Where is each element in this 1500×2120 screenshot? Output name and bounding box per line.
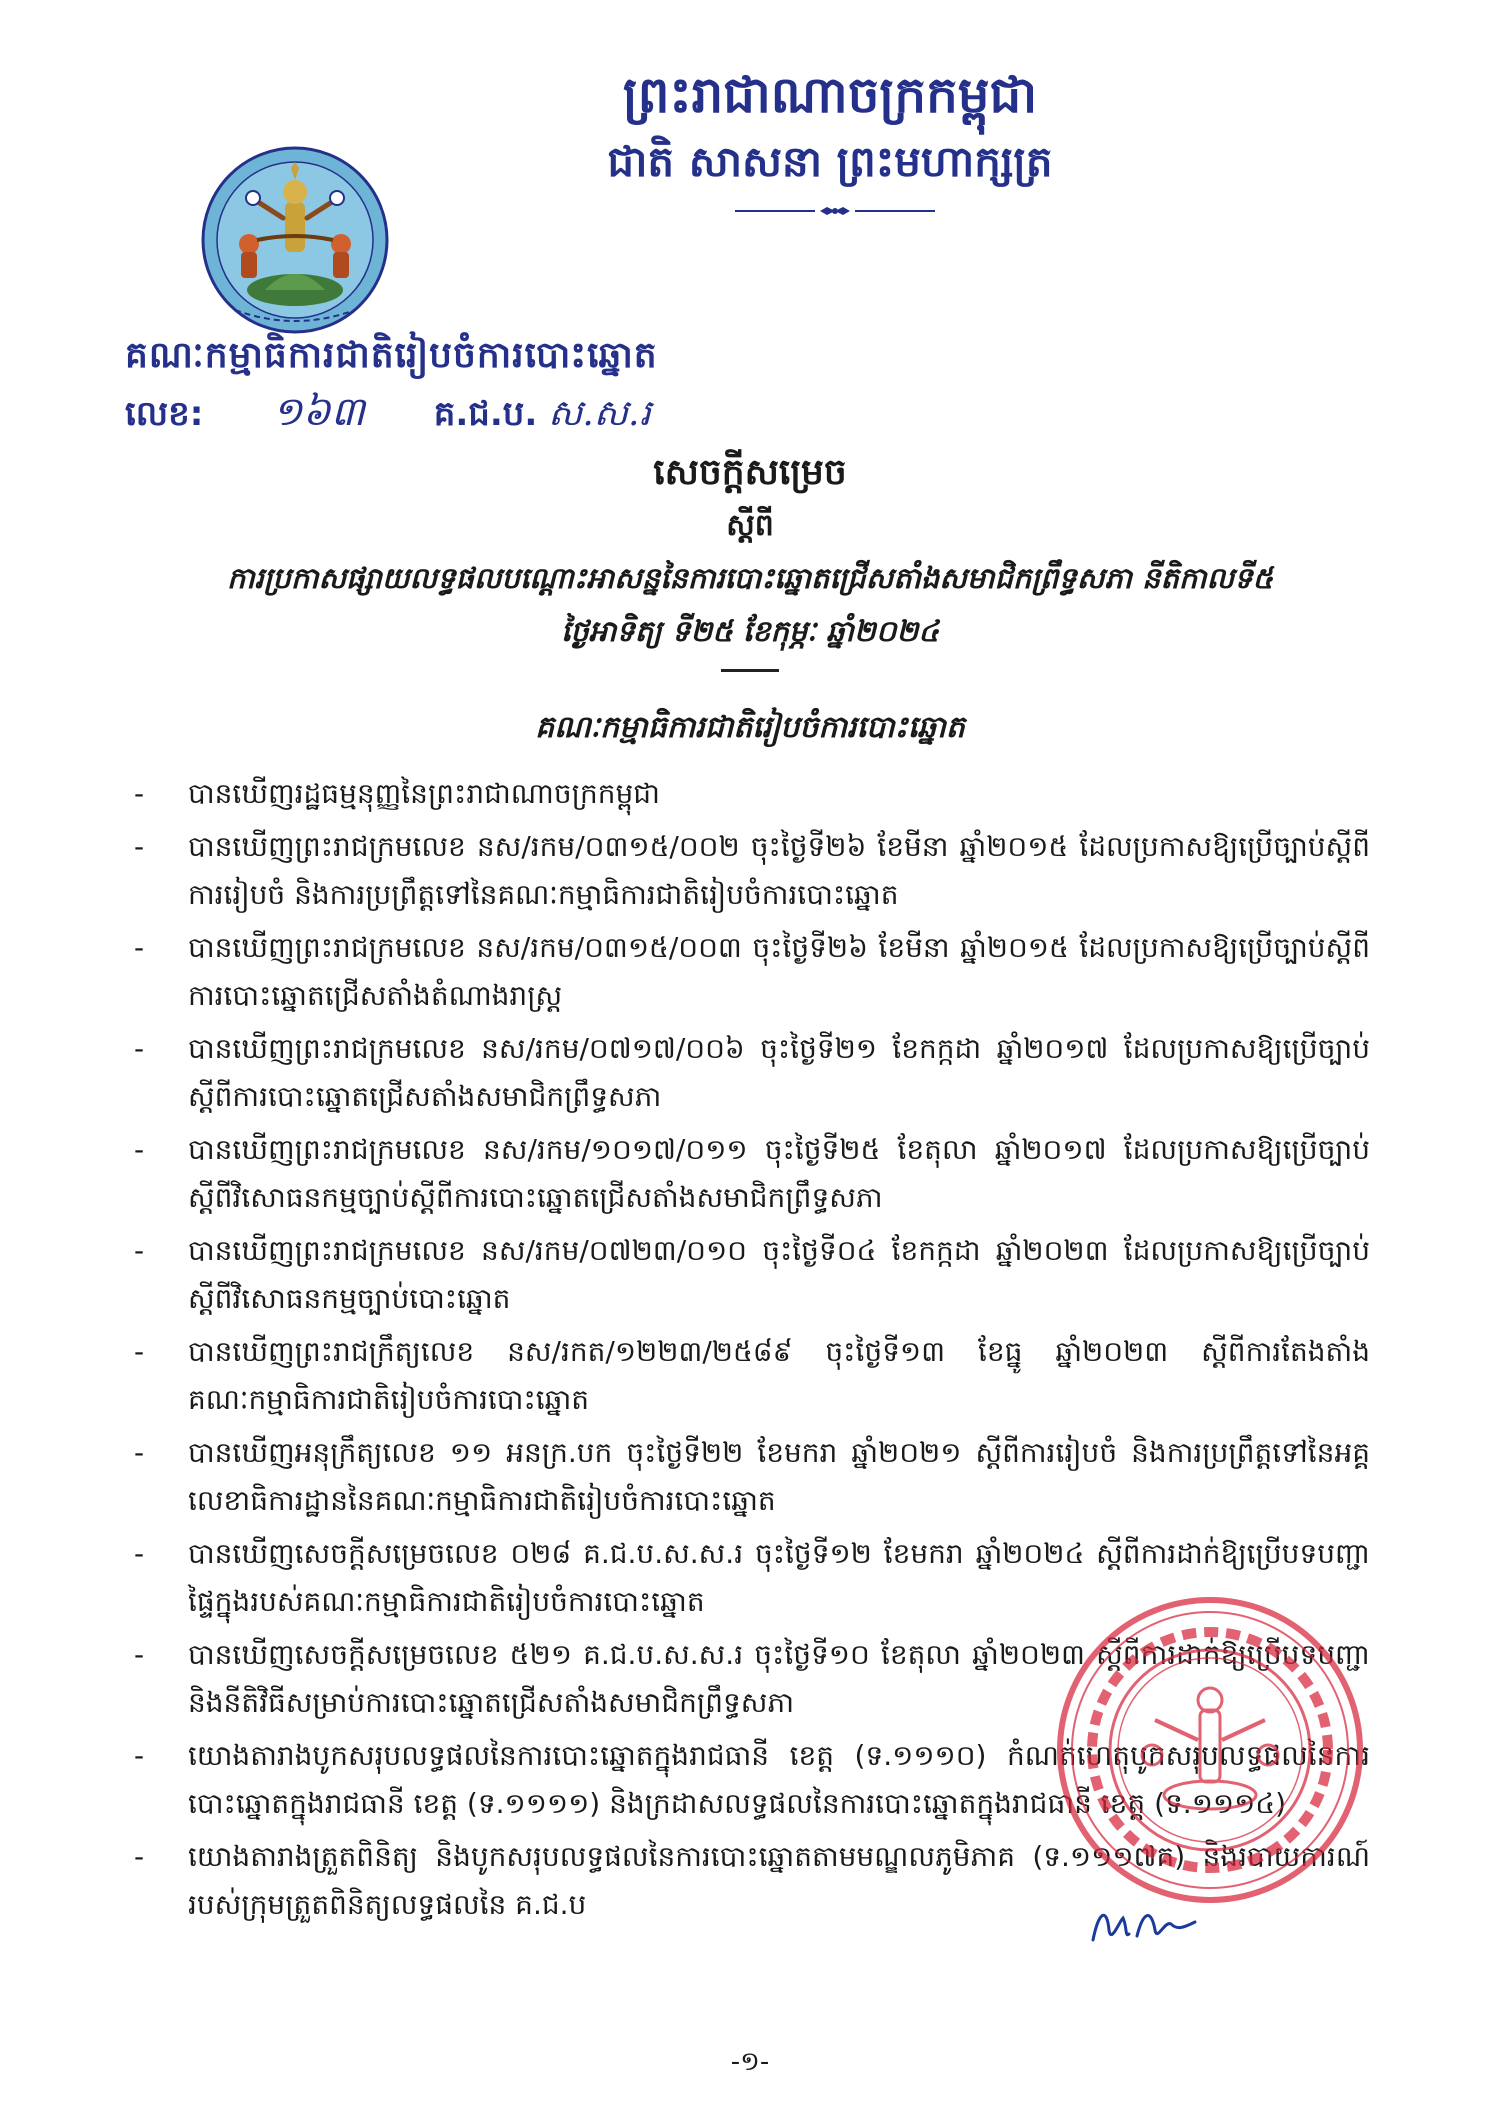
list-item-text: បានឃើញសេចក្តីសម្រេចលេខ ០២៨ គ.ជ.ប.ស.ស.រ ចុះថ្ងៃទី១២ ខែមករា ឆ្នាំ២០២៤ ស្តីពីការដាក់ឱ្យប្រើបទបញ្ជាផ្ទៃក្នុងរបស់គណៈកម្មាធិការជាតិរៀបចំការបោះឆ្នោត [188, 1537, 1370, 1618]
page-number: -១- [730, 2047, 770, 2077]
list-item-text: យោងតារាងត្រួតពិនិត្យ និងបូកសរុបលទ្ធផលនៃការបោះឆ្នោតតាមមណ្ឌលភូមិភាគ (ទ.១១១៧គ) និងរបាយការណ៍របស់ក្រុមត្រួតពិនិត្យលទ្ធផលនៃ គ.ជ.ប [188, 1840, 1370, 1921]
kingdom-motto: ជាតិ សាសនា ព្រះមហាក្សត្រ [607, 137, 1053, 186]
list-item-text: បានឃើញព្រះរាជក្រមលេខ នស/រកម/០៣១៥/០០២ ចុះថ្ងៃទី២៦ ខែមីនា ឆ្នាំ២០១៥ ដែលប្រកាសឱ្យប្រើច្បាប់ស្តីពីការរៀបចំ និងការប្រព្រឹត្តទៅនៃគណៈកម្មាធិការជាតិរៀបចំការបោះឆ្នោត [188, 830, 1370, 911]
official-seal [1050, 1590, 1370, 1910]
list-marker: - [134, 830, 145, 863]
decision-date: ថ្ងៃអាទិត្យ ទី២៥ ខែកុម្ភៈ ឆ្នាំ២០២៤ [561, 614, 939, 648]
header-ornament [735, 205, 935, 217]
list-item-text: បានឃើញព្រះរាជក្រមលេខ នស/រកម/១០១៧/០១១ ចុះថ្ងៃទី២៥ ខែតុលា ឆ្នាំ២០១៧ ដែលប្រកាសឱ្យប្រើច្បាប់ស្តីពីវិសោធនកម្មច្បាប់ស្តីពីការបោះឆ្នោតជ្រើសតាំងសមាជិកព្រឹទ្ធសភា [188, 1133, 1370, 1214]
list-marker: - [134, 1133, 145, 1166]
list-item [130, 1025, 1370, 1121]
list-item [130, 823, 1370, 919]
list-item-text: បានឃើញព្រះរាជក្រឹត្យលេខ នស/រកត/១២២៣/២៥៨៩ ចុះថ្ងៃទី១៣ ខែធ្នូ ឆ្នាំ២០២៣ ស្តីពីការតែងតាំងគណៈកម្មាធិការជាតិរៀបចំការបោះឆ្នោត [188, 1335, 1370, 1416]
list-item [130, 1328, 1370, 1424]
list-item [130, 770, 1370, 818]
reference-number: ១៦៣ [272, 389, 365, 435]
decision-title: សេចក្តីសម្រេច [653, 452, 847, 493]
list-marker: - [134, 1234, 145, 1267]
list-item [130, 1126, 1370, 1222]
list-marker: - [134, 1638, 145, 1671]
signature [1085, 1900, 1205, 1950]
list-item-text: យោងតារាងបូកសរុបលទ្ធផលនៃការបោះឆ្នោតក្នុងរាជធានី ខេត្ត (ទ.១១១០) កំណត់ហេតុបូកសរុបលទ្ធផលនៃការបោះឆ្នោតក្នុងរាជធានី ខេត្ត (ទ.១១១១) និងក្រដាសលទ្ធផលនៃការបោះឆ្នោតក្នុងរាជធានី ខេត្ត (ទ.១១១៤) [188, 1739, 1370, 1820]
list-marker: - [134, 777, 145, 810]
reference-label: លេខ: [125, 394, 204, 434]
body-heading: គណៈកម្មាធិការជាតិរៀបចំការបោះឆ្នោត [535, 710, 965, 745]
decision-subject: ការប្រកាសផ្សាយលទ្ធផលបណ្តោះអាសន្ននៃការបោះឆ្នោតជ្រើសតាំងសមាជិកព្រឹទ្ធសភា នីតិកាលទី៥ [226, 561, 1274, 595]
list-item-text: បានឃើញព្រះរាជក្រមលេខ នស/រកម/០៣១៥/០០៣ ចុះថ្ងៃទី២៦ ខែមីនា ឆ្នាំ២០១៥ ដែលប្រកាសឱ្យប្រើច្បាប់ស្តីពីការបោះឆ្នោតជ្រើសតាំងតំណាងរាស្ត្រ [188, 931, 1370, 1012]
decision-title-block [120, 445, 1380, 754]
list-item-text: បានឃើញព្រះរាជក្រមលេខ នស/រកម/០៧១៧/០០៦ ចុះថ្ងៃទី២១ ខែកក្កដា ឆ្នាំ២០១៧ ដែលប្រកាសឱ្យប្រើច្បាប់ស្តីពីការបោះឆ្នោតជ្រើសតាំងសមាជិកព្រឹទ្ធសភា [188, 1032, 1370, 1113]
list-marker: - [134, 1436, 145, 1469]
list-marker: - [134, 1032, 145, 1065]
committee-name: គណៈកម្មាធិការជាតិរៀបចំការបោះឆ្នោត [125, 335, 658, 376]
title-divider [721, 669, 779, 672]
nec-logo [195, 140, 395, 340]
list-marker: - [134, 1335, 145, 1368]
decision-on: ស្តីពី [726, 508, 774, 543]
reference-code-tail: ស.ស.រ [548, 393, 651, 434]
list-marker: - [134, 1537, 145, 1570]
list-item [130, 924, 1370, 1020]
list-item-text: បានឃើញអនុក្រឹត្យលេខ ១១ អនក្រ.បក ចុះថ្ងៃទី២២ ខែមករា ឆ្នាំ២០២១ ស្តីពីការរៀបចំ និងការប្រព្រឹត្តទៅនៃអគ្គលេខាធិការដ្ឋាននៃគណៈកម្មាធិការជាតិរៀបចំការបោះឆ្នោត [188, 1436, 1370, 1517]
reference-code: គ.ជ.ប. [433, 394, 538, 434]
list-item-text: បានឃើញសេចក្តីសម្រេចលេខ ៥២១ គ.ជ.ប.ស.ស.រ ចុះថ្ងៃទី១០ ខែតុលា ឆ្នាំ២០២៣ ស្តីពីការដាក់ឱ្យប្រើបទបញ្ជា និងនីតិវិធីសម្រាប់ការបោះឆ្នោតជ្រើសតាំងសមាជិកព្រឹទ្ធសភា [188, 1638, 1370, 1719]
kingdom-header [560, 62, 1100, 192]
reference-line [125, 386, 651, 445]
list-marker: - [134, 1739, 145, 1772]
list-item-text: បានឃើញរដ្ឋធម្មនុញ្ញនៃព្រះរាជាណាចក្រកម្ពុជា [188, 777, 660, 810]
list-item [130, 1429, 1370, 1525]
list-item [130, 1227, 1370, 1323]
list-marker: - [134, 1840, 145, 1873]
list-item-text: បានឃើញព្រះរាជក្រមលេខ នស/រកម/០៧២៣/០១០ ចុះថ្ងៃទី០៤ ខែកក្កដា ឆ្នាំ២០២៣ ដែលប្រកាសឱ្យប្រើច្បាប់ស្តីពីវិសោធនកម្មច្បាប់បោះឆ្នោត [188, 1234, 1370, 1315]
list-marker: - [134, 931, 145, 964]
kingdom-title: ព្រះរាជាណាចក្រកម្ពុជា [622, 65, 1038, 124]
